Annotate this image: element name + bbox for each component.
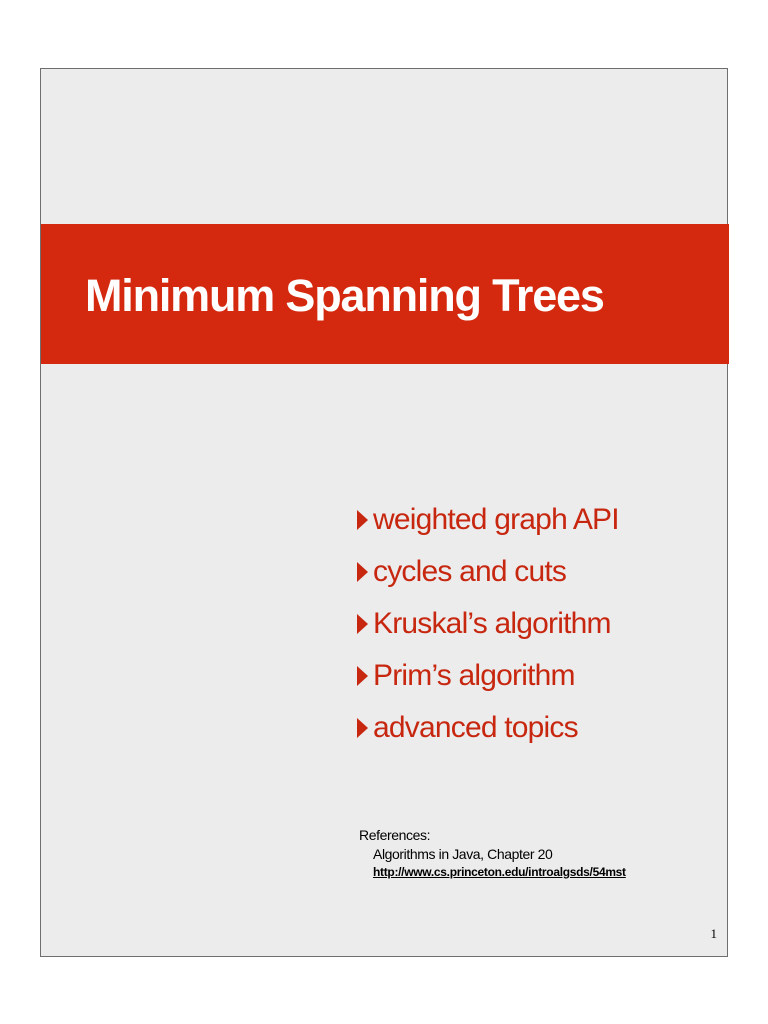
- triangle-bullet-icon: [357, 562, 368, 582]
- slide: [40, 68, 728, 957]
- topic-item: [357, 546, 619, 598]
- topic-item: [357, 702, 619, 754]
- topic-item: [357, 598, 619, 650]
- slide-title: Minimum Spanning Trees: [85, 270, 604, 321]
- topic-list: [357, 494, 619, 754]
- triangle-bullet-icon: [357, 718, 368, 738]
- reference-link[interactable]: http://www.cs.princeton.edu/introalgsds/54mst: [373, 865, 626, 879]
- topic-label: weighted graph API: [373, 503, 619, 536]
- triangle-bullet-icon: [357, 510, 368, 530]
- triangle-bullet-icon: [357, 666, 368, 686]
- triangle-bullet-icon: [357, 614, 368, 634]
- topic-item: [357, 650, 619, 702]
- topic-label: Prim’s algorithm: [373, 659, 575, 692]
- title-band: [41, 224, 729, 364]
- reference-book: Algorithms in Java, Chapter 20: [373, 846, 553, 862]
- topic-label: Kruskal’s algorithm: [373, 607, 611, 640]
- topic-item: [357, 494, 619, 546]
- topic-label: cycles and cuts: [373, 555, 567, 588]
- references-heading: References:: [359, 827, 431, 843]
- topic-label: advanced topics: [373, 711, 578, 744]
- page-number: 1: [710, 926, 717, 941]
- references: [359, 827, 626, 879]
